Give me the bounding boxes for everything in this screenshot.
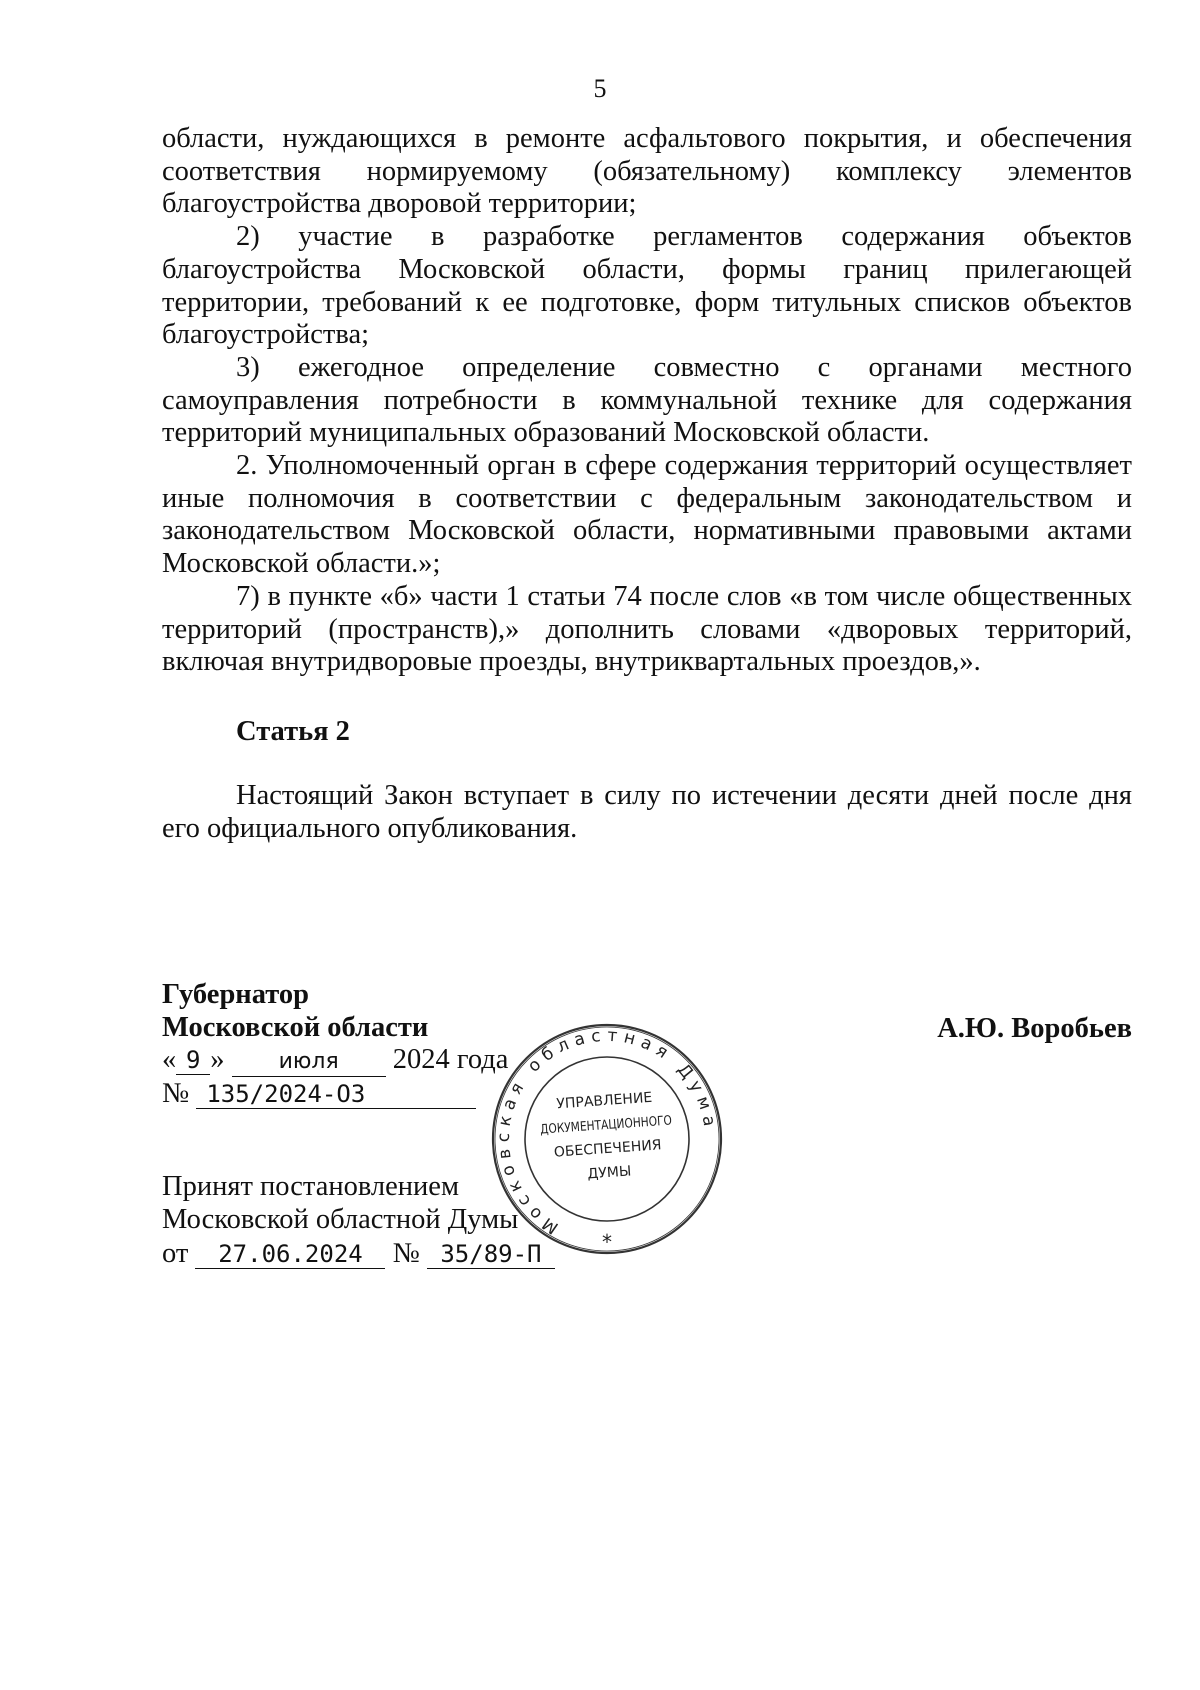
number-label: № <box>392 1238 420 1269</box>
number-label: № <box>162 1078 190 1109</box>
adoption-date: 27.06.2024 <box>195 1240 385 1269</box>
governor-title-line: Московской области <box>162 1012 429 1043</box>
governor-title-line: Губернатор <box>162 979 309 1010</box>
law-number-line <box>162 1078 476 1112</box>
open-quote: « <box>162 1044 177 1075</box>
article-text: Настоящий Закон вступает в силу по истечении десяти дней после дня его официального опубликования. <box>162 780 1132 844</box>
signing-month: июля <box>232 1048 386 1077</box>
signing-year: 2024 года <box>392 1044 509 1075</box>
signing-day: 9 <box>176 1046 210 1075</box>
paragraph: 2. Уполномоченный орган в сфере содержания территорий осуществляет иные полномочия в соответствии с федеральным законодательством и законодательством Московской области, нормативными правовыми актами Московской области.»; <box>162 450 1132 580</box>
from-label: от <box>162 1238 189 1269</box>
stamp-center-line: ОБЕСПЕЧЕНИЯ <box>553 1137 663 1161</box>
official-stamp <box>489 1021 725 1257</box>
stamp-center-line: УПРАВЛЕНИЕ <box>555 1089 653 1113</box>
stamp-ring-text: Московская областная Дума <box>493 1025 720 1238</box>
article-heading: Статья 2 <box>236 716 350 747</box>
close-quote: » <box>210 1044 225 1075</box>
law-body-text <box>162 123 1132 679</box>
paragraph: области, нуждающихся в ремонте асфальтового покрытия, и обеспечения соответствия нормируемому (обязательному) комплексу элементов благоустройства дворовой территории; <box>162 123 1132 220</box>
governor-title <box>162 978 428 1044</box>
stamp-inner-ring <box>525 1057 702 1221</box>
adoption-line: Принят постановлением <box>162 1171 459 1202</box>
adoption-statement <box>162 1170 518 1236</box>
paragraph: 2) участие в разработке регламентов содержания объектов благоустройства Московской области, формы границ прилегающей территории, требований к ее подготовке, форм титульных списков объектов благоустройства; <box>162 221 1132 351</box>
law-number: 135/2024-ОЗ <box>196 1080 476 1109</box>
stamp-star: * <box>602 1230 612 1254</box>
paragraph: 7) в пункте «б» части 1 статьи 74 после слов «в том числе общественных территорий (пространств),» дополнить словами «дворовых территорий, включая внутридворовые проезды, внутриквартальных проездов,». <box>162 580 1132 678</box>
adoption-line: Московской областной Думы <box>162 1204 519 1235</box>
adoption-number: 35/89-П <box>427 1240 555 1269</box>
signatory-name: А.Ю. Воробьев <box>937 1013 1132 1044</box>
paragraph: 3) ежегодное определение совместно с органами местного самоуправления потребности в коммунальной технике для содержания территорий муниципальных образований Московской области. <box>162 351 1132 449</box>
page-number: 5 <box>593 74 607 103</box>
stamp-center-line: ДУМЫ <box>586 1163 632 1183</box>
stamp-center-line: ДОКУМЕНТАЦИОННОГО <box>539 1111 702 1138</box>
